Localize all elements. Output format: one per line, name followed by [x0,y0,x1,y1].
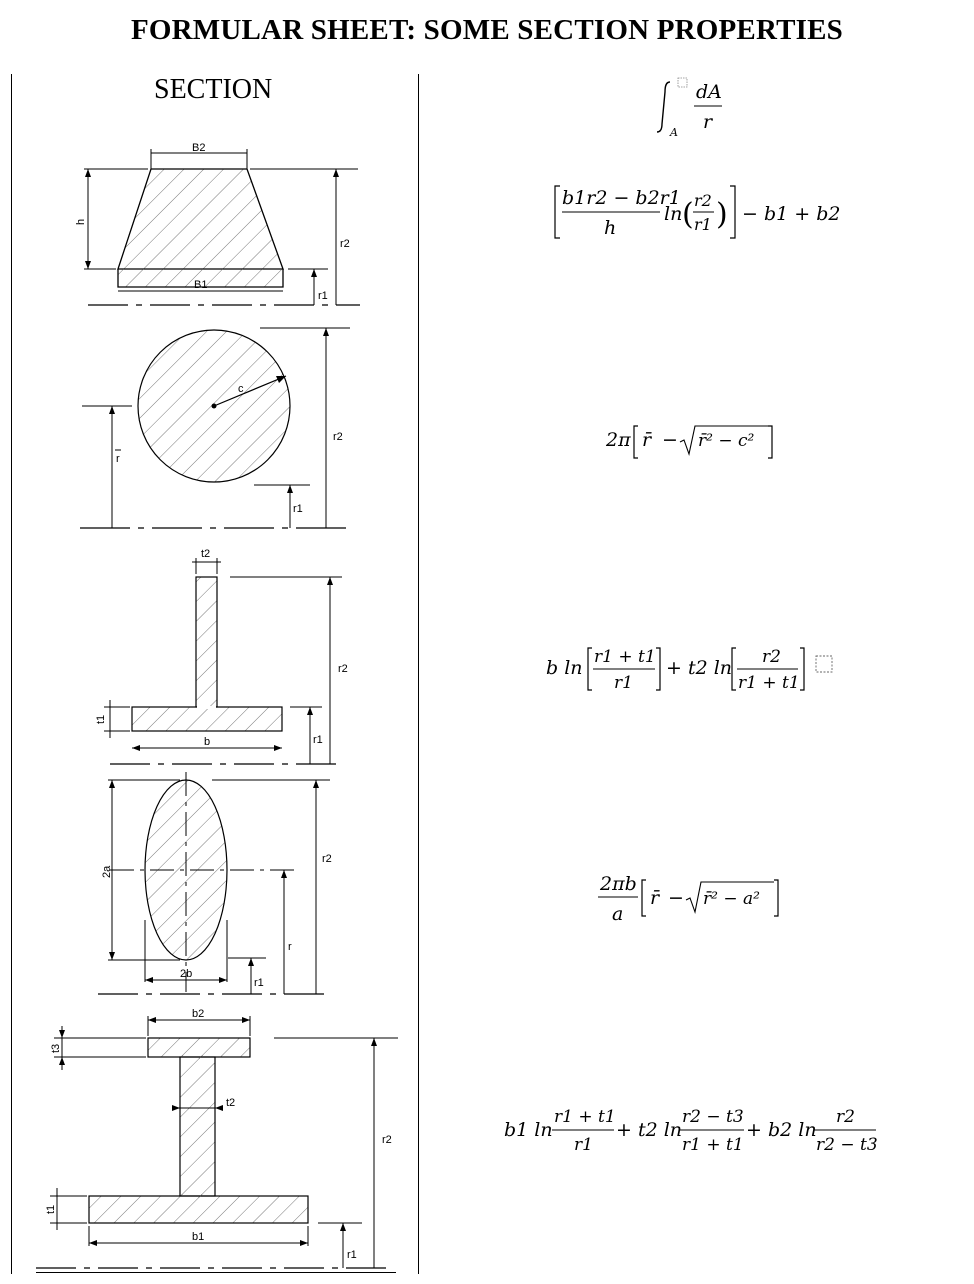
ellipse-formula-root: r̄² − a² [703,889,760,909]
ellipse-label-r2: r2 [322,853,332,865]
tee-formula-p2: + t2 ln [666,657,733,679]
i-beam-formula-t1: b1 ln [504,1119,553,1141]
i-beam-formula [504,1100,884,1160]
trapezoid-label-top: B2 [192,142,206,154]
i-beam-formula-f1-den: r1 [574,1135,593,1155]
i-beam-label-top-thick: t3 [50,1043,62,1053]
i-beam-formula-f2-den: r1 + t1 [682,1135,744,1155]
integral-sign-icon [656,78,736,138]
circle-label-radius: c [238,383,244,395]
circle-section-diagram [0,320,420,540]
ellipse-formula-den: a [612,903,624,925]
tee-formula [546,638,846,698]
ellipse-section-diagram [0,770,420,1000]
tee-formula-f1-den: r1 [614,673,633,693]
ellipse-label-r1: r1 [254,977,264,989]
i-beam-formula-f2-num: r2 − t3 [682,1107,744,1127]
i-beam-formula-t3: + b2 ln [746,1119,817,1141]
tee-section-diagram [0,540,420,770]
circle-formula-root: r̄² − c² [698,431,755,451]
circle-formula-minus: − [662,429,678,451]
tee-formula-f2-num: r2 [762,647,781,667]
svg-text:(: ( [682,197,694,232]
trapezoid-formula [552,182,852,242]
i-beam-formula-f3-num: r2 [836,1107,855,1127]
i-beam-label-bot-thick: t1 [45,1204,57,1214]
trapezoid-label-height: h [75,218,87,225]
circle-label-r2: r2 [333,431,343,443]
tee-formula-f2-den: r1 + t1 [738,673,800,693]
trapezoid-formula-tail: − b1 + b2 [742,203,841,225]
circle-formula-rbar: r̄ [642,429,652,451]
svg-text:dA: dA [696,81,722,103]
tee-formula-f1-num: r1 + t1 [594,647,656,667]
trapezoid-formula-den: h [604,217,617,239]
i-beam-formula-f1-num: r1 + t1 [554,1107,616,1127]
circle-label-rbar: r [116,453,120,465]
i-beam-section-diagram [0,1000,420,1280]
tee-label-web: t2 [201,548,211,560]
placeholder-box-icon [816,656,832,672]
i-beam-label-web: t2 [226,1097,236,1109]
trapezoid-section-diagram [0,135,420,325]
ellipse-label-width: 2b [180,968,193,980]
i-beam-label-r2: r2 [382,1134,392,1146]
section-header: SECTION [154,74,273,105]
ellipse-formula-rbar: r̄ [650,887,660,909]
trapezoid-formula-ln: ln [664,203,683,225]
i-beam-formula-f3-den: r2 − t3 [816,1135,878,1155]
i-beam-label-top-width: b2 [192,1008,205,1020]
trapezoid-formula-num: b1r2 − b2r1 [562,187,681,209]
tee-label-flange: t1 [95,714,107,724]
svg-text:r: r [703,111,713,133]
svg-text:A: A [670,126,678,139]
svg-text:): ) [716,197,728,232]
ellipse-formula-num: 2πb [600,873,637,895]
circle-formula-prefix: 2π [606,429,631,451]
trapezoid-label-r1: r1 [318,290,328,302]
tee-label-width: b [204,736,211,748]
circle-label-r1: r1 [293,503,303,515]
circle-formula [606,420,806,464]
ellipse-formula [598,866,798,926]
trapezoid-label-r2: r2 [340,238,350,250]
trapezoid-formula-inner-num: r2 [694,191,712,210]
ellipse-label-height: 2a [101,865,113,878]
tee-formula-p1: b ln [546,657,583,679]
ellipse-label-rbar: r [288,941,292,953]
trapezoid-label-bottom: B1 [194,279,208,291]
i-beam-formula-t2: + t2 ln [616,1119,683,1141]
page-title: FORMULAR SHEET: SOME SECTION PROPERTIES [130,14,843,46]
i-beam-label-bot-width: b1 [192,1231,205,1243]
trapezoid-formula-inner-den: r1 [694,215,712,234]
tee-label-r1: r1 [313,734,323,746]
ellipse-formula-minus: − [668,887,684,909]
header-integral-formula [656,78,736,138]
tee-label-r2: r2 [338,663,348,675]
i-beam-label-r1: r1 [347,1249,357,1261]
